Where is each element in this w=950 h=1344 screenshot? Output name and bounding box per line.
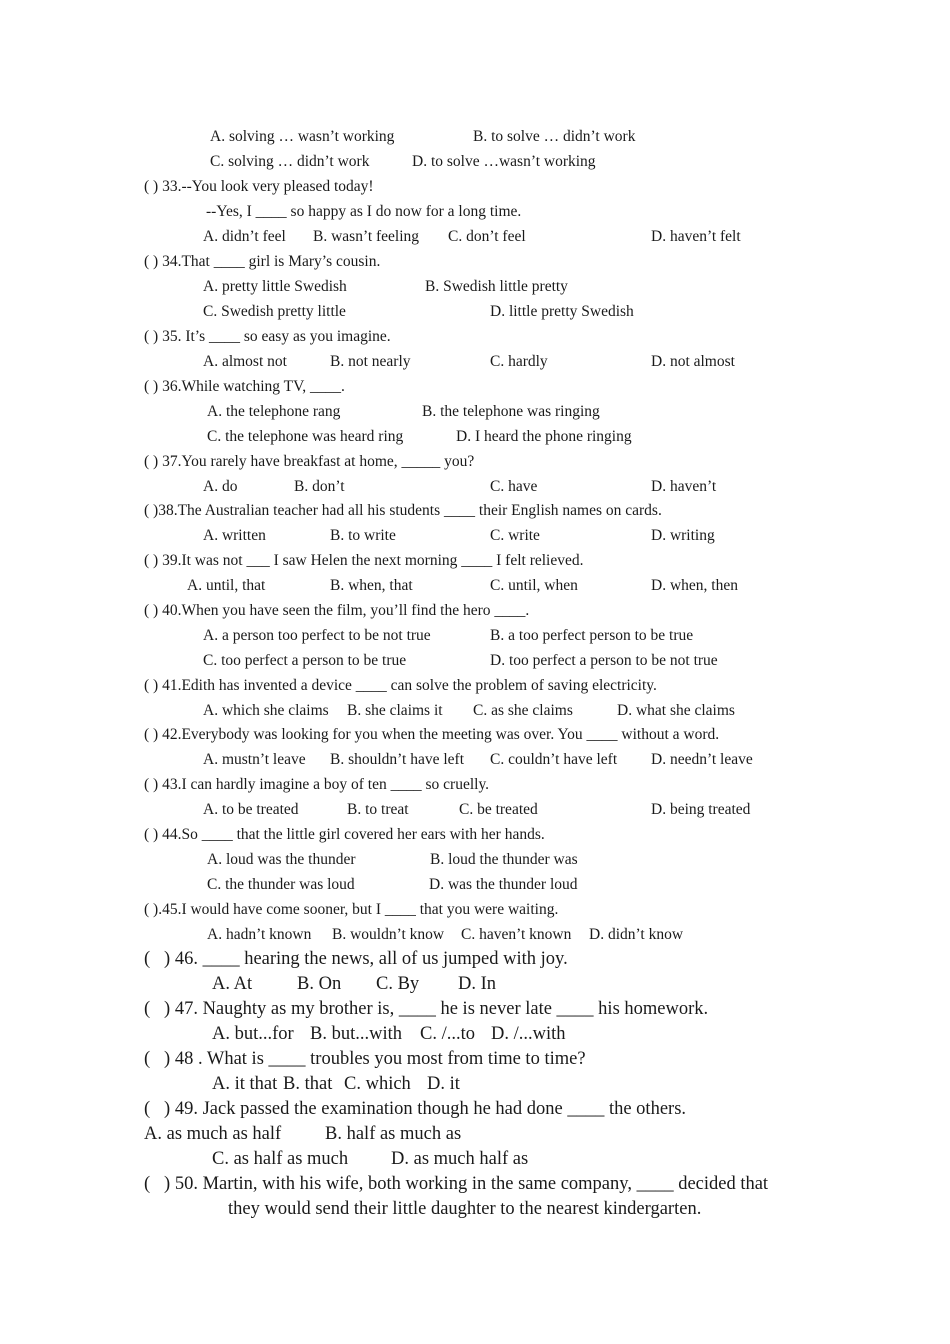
question-47: ( ) 47. Naughty as my brother is, ____ he is never late ____ his homework. bbox=[144, 999, 709, 1019]
question-34: ( ) 34.That ____ girl is Mary’s cousin. bbox=[144, 253, 381, 270]
question-40: ( ) 40.When you have seen the film, you’ll find the hero ____. bbox=[144, 602, 530, 619]
option-32-c: C. solving … didn’t work bbox=[210, 153, 370, 170]
option-37-a: A. do bbox=[203, 478, 238, 495]
option-46-a: A. At bbox=[212, 974, 253, 994]
option-40-a: A. a person too perfect to be not true bbox=[203, 627, 431, 644]
option-35-a: A. almost not bbox=[203, 353, 287, 370]
option-43-c: C. be treated bbox=[459, 801, 538, 818]
option-33-c: C. don’t feel bbox=[448, 228, 526, 245]
question-41: ( ) 41.Edith has invented a device ____ can solve the problem of saving electricity. bbox=[144, 677, 657, 694]
option-39-a: A. until, that bbox=[187, 577, 266, 594]
option-48-d: D. it bbox=[427, 1074, 460, 1094]
question-33-reply: --Yes, I ____ so happy as I do now for a long time. bbox=[206, 203, 522, 220]
option-35-c: C. hardly bbox=[490, 353, 548, 370]
option-36-b: B. the telephone was ringing bbox=[422, 403, 600, 420]
option-48-c: C. which bbox=[344, 1074, 411, 1094]
option-44-c: C. the thunder was loud bbox=[207, 876, 355, 893]
option-38-a: A. written bbox=[203, 527, 266, 544]
option-48-a: A. it that bbox=[212, 1074, 278, 1094]
option-49-a: A. as much as half bbox=[144, 1124, 282, 1144]
question-46: ( ) 46. ____ hearing the news, all of us jumped with joy. bbox=[144, 949, 568, 969]
option-44-b: B. loud the thunder was bbox=[430, 851, 578, 868]
option-39-b: B. when, that bbox=[330, 577, 413, 594]
option-47-c: C. /...to bbox=[420, 1024, 475, 1044]
option-47-a: A. but...for bbox=[212, 1024, 294, 1044]
option-36-c: C. the telephone was heard ring bbox=[207, 428, 404, 445]
option-41-a: A. which she claims bbox=[203, 702, 329, 719]
question-35: ( ) 35. It’s ____ so easy as you imagine. bbox=[144, 328, 391, 345]
option-46-b: B. On bbox=[297, 974, 342, 994]
option-36-a: A. the telephone rang bbox=[207, 403, 341, 420]
option-39-d: D. when, then bbox=[651, 577, 738, 594]
option-37-b: B. don’t bbox=[294, 478, 345, 495]
option-42-d: D. needn’t leave bbox=[651, 751, 753, 768]
option-38-b: B. to write bbox=[330, 527, 396, 544]
option-40-c: C. too perfect a person to be true bbox=[203, 652, 407, 669]
option-43-a: A. to be treated bbox=[203, 801, 299, 818]
option-42-c: C. couldn’t have left bbox=[490, 751, 618, 768]
option-42-a: A. mustn’t leave bbox=[203, 751, 306, 768]
option-47-d: D. /...with bbox=[491, 1024, 566, 1044]
option-41-b: B. she claims it bbox=[347, 702, 443, 719]
option-43-b: B. to treat bbox=[347, 801, 409, 818]
option-44-a: A. loud was the thunder bbox=[207, 851, 356, 868]
question-33: ( ) 33.--You look very pleased today! bbox=[144, 178, 374, 195]
option-43-d: D. being treated bbox=[651, 801, 751, 818]
option-49-d: D. as much half as bbox=[391, 1149, 529, 1169]
option-45-a: A. hadn’t known bbox=[207, 926, 312, 943]
option-34-b: B. Swedish little pretty bbox=[425, 278, 568, 295]
option-34-a: A. pretty little Swedish bbox=[203, 278, 347, 295]
question-49: ( ) 49. Jack passed the examination though he had done ____ the others. bbox=[144, 1099, 687, 1119]
option-49-c: C. as half as much bbox=[212, 1149, 349, 1169]
option-40-d: D. too perfect a person to be not true bbox=[490, 652, 718, 669]
option-40-b: B. a too perfect person to be true bbox=[490, 627, 694, 644]
option-33-b: B. wasn’t feeling bbox=[313, 228, 420, 245]
question-43: ( ) 43.I can hardly imagine a boy of ten ____ so cruelly. bbox=[144, 776, 490, 793]
question-38: ( )38.The Australian teacher had all his students ____ their English names on cards. bbox=[144, 502, 662, 519]
option-38-c: C. write bbox=[490, 527, 540, 544]
option-41-c: C. as she claims bbox=[473, 702, 573, 719]
option-39-c: C. until, when bbox=[490, 577, 578, 594]
option-34-d: D. little pretty Swedish bbox=[490, 303, 634, 320]
option-46-c: C. By bbox=[376, 974, 420, 994]
question-42: ( ) 42.Everybody was looking for you when the meeting was over. You ____ without a word. bbox=[144, 726, 720, 743]
option-34-c: C. Swedish pretty little bbox=[203, 303, 346, 320]
question-39: ( ) 39.It was not ___ I saw Helen the next morning ____ I felt relieved. bbox=[144, 552, 584, 569]
option-32-a: A. solving … wasn’t working bbox=[210, 128, 395, 145]
option-33-d: D. haven’t felt bbox=[651, 228, 741, 245]
question-48: ( ) 48 . What is ____ troubles you most from time to time? bbox=[144, 1049, 586, 1069]
option-46-d: D. In bbox=[458, 974, 497, 994]
option-45-b: B. wouldn’t know bbox=[332, 926, 445, 943]
option-44-d: D. was the thunder loud bbox=[429, 876, 578, 893]
option-32-d: D. to solve …wasn’t working bbox=[412, 153, 596, 170]
option-35-d: D. not almost bbox=[651, 353, 735, 370]
option-42-b: B. shouldn’t have left bbox=[330, 751, 465, 768]
option-35-b: B. not nearly bbox=[330, 353, 411, 370]
option-32-b: B. to solve … didn’t work bbox=[473, 128, 636, 145]
question-50: ( ) 50. Martin, with his wife, both working in the same company, ____ decided that bbox=[144, 1174, 769, 1194]
question-45: ( ).45.I would have come sooner, but I ____ that you were waiting. bbox=[144, 901, 559, 918]
option-37-d: D. haven’t bbox=[651, 478, 717, 495]
option-45-c: C. haven’t known bbox=[461, 926, 572, 943]
question-37: ( ) 37.You rarely have breakfast at home, _____ you? bbox=[144, 453, 475, 470]
question-36: ( ) 36.While watching TV, ____. bbox=[144, 378, 345, 395]
option-38-d: D. writing bbox=[651, 527, 715, 544]
question-44: ( ) 44.So ____ that the little girl covered her ears with her hands. bbox=[144, 826, 545, 843]
option-49-b: B. half as much as bbox=[325, 1124, 462, 1144]
question-50-continuation: they would send their little daughter to the nearest kindergarten. bbox=[228, 1199, 702, 1219]
option-36-d: D. I heard the phone ringing bbox=[456, 428, 632, 445]
option-45-d: D. didn’t know bbox=[589, 926, 684, 943]
option-33-a: A. didn’t feel bbox=[203, 228, 286, 245]
option-37-c: C. have bbox=[490, 478, 538, 495]
option-41-d: D. what she claims bbox=[617, 702, 735, 719]
option-48-b: B. that bbox=[283, 1074, 333, 1094]
option-47-b: B. but...with bbox=[310, 1024, 402, 1044]
